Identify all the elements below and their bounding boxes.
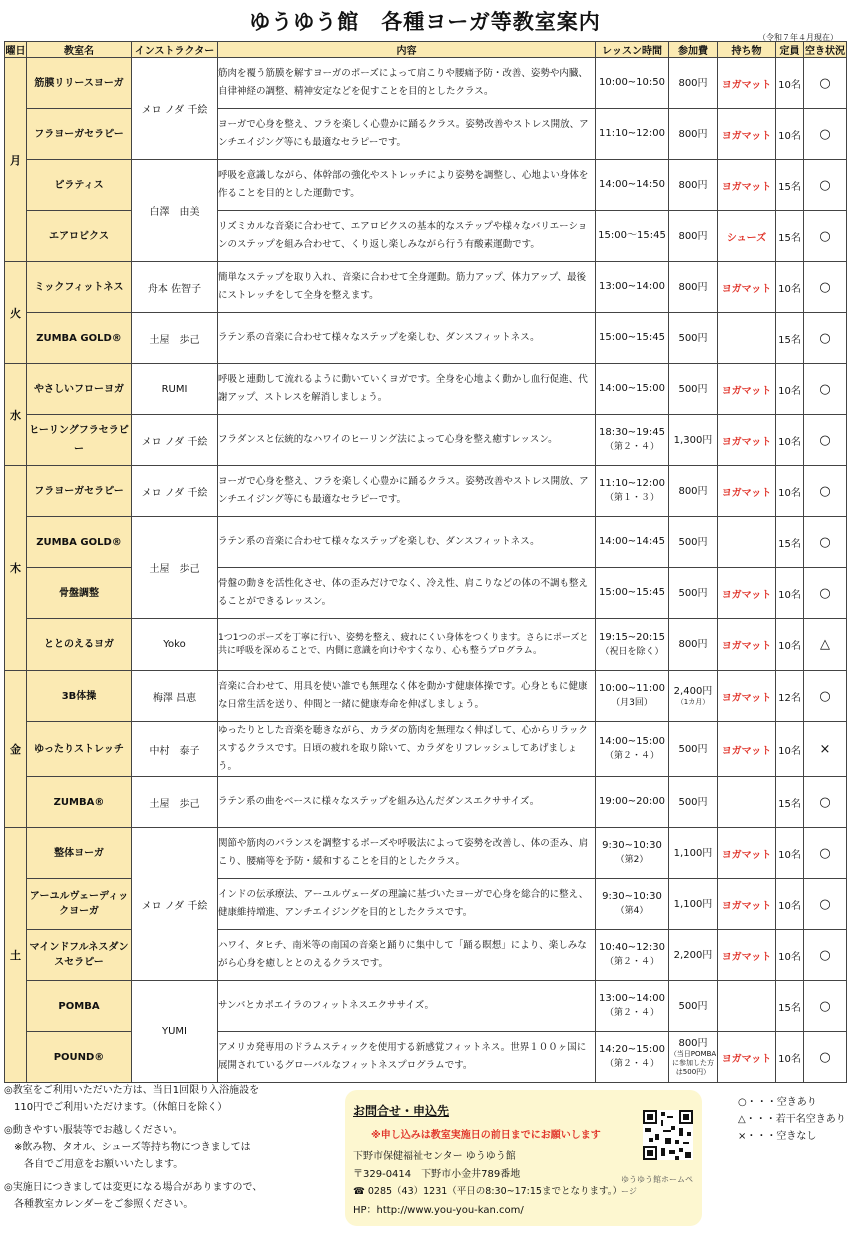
col-content: 内容 xyxy=(218,42,596,58)
note-line: ◎教室をご利用いただいた方は、当日1回限り入浴施設を xyxy=(4,1085,260,1096)
day-cell-wed: 水 xyxy=(5,364,27,466)
fee: 800円 xyxy=(669,58,718,109)
capacity: 15名 xyxy=(776,313,804,364)
class-name: ZUMBA® xyxy=(27,777,132,828)
class-description: ヨーガで心身を整え、フラを楽しく心豊かに踊るクラス。姿勢改善やストレス開放、アンチエイジング等にも最適なセラピーです。 xyxy=(218,109,596,160)
items-to-bring xyxy=(718,981,776,1032)
items-to-bring: シューズ xyxy=(718,211,776,262)
capacity: 15名 xyxy=(776,211,804,262)
class-name: 3B体操 xyxy=(27,671,132,722)
capacity: 10名 xyxy=(776,415,804,466)
table-row xyxy=(5,313,847,364)
legend-item: △・・・若干名空きあり xyxy=(738,1114,846,1125)
lesson-time: 13:00~14:00 xyxy=(596,262,669,313)
class-name: やさしいフローヨガ xyxy=(27,364,132,415)
col-class: 教室名 xyxy=(27,42,132,58)
items-to-bring: ヨガマット xyxy=(718,568,776,619)
capacity: 10名 xyxy=(776,262,804,313)
availability-status: ○ xyxy=(804,160,847,211)
table-row xyxy=(5,722,847,777)
qr-caption: ゆうゆう館ホームページ xyxy=(621,1175,693,1196)
contact-box xyxy=(345,1090,702,1226)
instructor: RUMI xyxy=(132,364,218,415)
instructor: 舟本 佐智子 xyxy=(132,262,218,313)
availability-status: ○ xyxy=(804,1032,847,1083)
capacity: 10名 xyxy=(776,364,804,415)
class-schedule-table xyxy=(4,41,847,1083)
capacity: 10名 xyxy=(776,722,804,777)
fee: 500円 xyxy=(669,313,718,364)
instructor: YUMI xyxy=(132,981,218,1083)
fee: 500円 xyxy=(669,517,718,568)
class-description: 筋肉を覆う筋膜を解すヨーガのポーズによって肩こりや腰痛予防・改善、姿勢や内臓、自律神経の調整、精神安定などを促すことを目的としたクラス。 xyxy=(218,58,596,109)
legend-item: ○・・・空きあり xyxy=(738,1097,817,1108)
col-time: レッスン時間 xyxy=(596,42,669,58)
note-line: 各自でご用意をお願いいたします。 xyxy=(4,1159,184,1170)
fee: 800円 （当日POMBAに参加した方は500円） xyxy=(669,1032,718,1083)
class-name: ピラティス xyxy=(27,160,132,211)
items-to-bring: ヨガマット xyxy=(718,1032,776,1083)
lesson-time: 11:10~12:00 （第１・３） xyxy=(596,466,669,517)
items-to-bring: ヨガマット xyxy=(718,722,776,777)
fee: 800円 xyxy=(669,262,718,313)
col-capacity: 定員 xyxy=(776,42,804,58)
table-row xyxy=(5,1032,847,1083)
items-to-bring: ヨガマット xyxy=(718,415,776,466)
items-to-bring: ヨガマット xyxy=(718,828,776,879)
class-name: ミックフィットネス xyxy=(27,262,132,313)
availability-legend xyxy=(738,1094,846,1145)
contact-warning: ※申し込みは教室実施日の前日までにお願いします xyxy=(371,1130,601,1141)
note-line: ◎動きやすい服装等でお越しください。 xyxy=(4,1125,183,1136)
table-row xyxy=(5,364,847,415)
class-name: 骨盤調整 xyxy=(27,568,132,619)
fee: 500円 xyxy=(669,777,718,828)
items-to-bring: ヨガマット xyxy=(718,619,776,671)
availability-status: ○ xyxy=(804,58,847,109)
class-description: ラテン系の音楽に合わせて様々なステップを楽しむ、ダンスフィットネス。 xyxy=(218,313,596,364)
table-row xyxy=(5,619,847,671)
availability-status: ○ xyxy=(804,109,847,160)
table-row xyxy=(5,828,847,879)
class-description: ゆったりとした音楽を聴きながら、カラダの筋肉を無理なく伸ばして、心からリラックスするクラスです。日頃の疲れを取り除いて、カラダをリフレッシュしてあげましょう。 xyxy=(218,722,596,777)
lesson-time: 15:00～15:45 xyxy=(596,211,669,262)
class-name: ととのえるヨガ xyxy=(27,619,132,671)
class-name: ZUMBA GOLD® xyxy=(27,517,132,568)
lesson-time: 15:00~15:45 xyxy=(596,313,669,364)
instructor: メロ ノダ 千絵 xyxy=(132,58,218,160)
instructor: 梅澤 昌恵 xyxy=(132,671,218,722)
table-row xyxy=(5,58,847,109)
fee: 500円 xyxy=(669,364,718,415)
table-row xyxy=(5,930,847,981)
capacity: 10名 xyxy=(776,619,804,671)
class-description: 関節や筋肉のバランスを調整するポーズや呼吸法によって姿勢を改善し、体の歪み、肩こり、腰痛等を予防・緩和することを目的としたクラス。 xyxy=(218,828,596,879)
lesson-time: 9:30~10:30 （第2） xyxy=(596,828,669,879)
availability-status: ○ xyxy=(804,828,847,879)
fee: 800円 xyxy=(669,466,718,517)
fee: 1,100円 xyxy=(669,828,718,879)
class-name: 筋膜リリースヨーガ xyxy=(27,58,132,109)
day-cell-tue: 火 xyxy=(5,262,27,364)
capacity: 15名 xyxy=(776,777,804,828)
class-description: フラダンスと伝統的なハワイのヒーリング法によって心身を整え癒すレッスン。 xyxy=(218,415,596,466)
instructor: Yoko xyxy=(132,619,218,671)
fee: 800円 xyxy=(669,211,718,262)
lesson-time: 18:30~19:45 （第２・４） xyxy=(596,415,669,466)
availability-status: ○ xyxy=(804,262,847,313)
items-to-bring: ヨガマット xyxy=(718,109,776,160)
class-name: フラヨーガセラピー xyxy=(27,109,132,160)
instructor: メロ ノダ 千絵 xyxy=(132,466,218,517)
availability-status: ○ xyxy=(804,517,847,568)
class-description: サンバとカポエイラのフィットネスエクササイズ。 xyxy=(218,981,596,1032)
capacity: 10名 xyxy=(776,879,804,930)
items-to-bring: ヨガマット xyxy=(718,671,776,722)
availability-status: ○ xyxy=(804,879,847,930)
day-cell-sat: 土 xyxy=(5,828,27,1083)
lesson-time: 14:00~15:00 （第２・４） xyxy=(596,722,669,777)
lesson-time: 19:15~20:15 （祝日を除く） xyxy=(596,619,669,671)
lesson-time: 11:10~12:00 xyxy=(596,109,669,160)
table-header-row xyxy=(5,42,847,58)
fee: 800円 xyxy=(669,619,718,671)
lesson-time: 14:20~15:00 （第２・４） xyxy=(596,1032,669,1083)
col-instructor: インストラクター xyxy=(132,42,218,58)
capacity: 10名 xyxy=(776,466,804,517)
table-row xyxy=(5,109,847,160)
table-row xyxy=(5,211,847,262)
lesson-time: 15:00~15:45 xyxy=(596,568,669,619)
fee: 800円 xyxy=(669,109,718,160)
day-cell-fri: 金 xyxy=(5,671,27,828)
usage-notes xyxy=(4,1082,324,1213)
availability-status: × xyxy=(804,722,847,777)
lesson-time: 14:00~14:50 xyxy=(596,160,669,211)
capacity: 10名 xyxy=(776,109,804,160)
items-to-bring xyxy=(718,517,776,568)
fee: 1,300円 xyxy=(669,415,718,466)
table-row xyxy=(5,262,847,313)
table-row xyxy=(5,415,847,466)
table-row xyxy=(5,568,847,619)
availability-status: ○ xyxy=(804,313,847,364)
instructor: 土屋 歩己 xyxy=(132,777,218,828)
items-to-bring: ヨガマット xyxy=(718,262,776,313)
capacity: 15名 xyxy=(776,517,804,568)
table-row xyxy=(5,517,847,568)
class-description: 呼吸と連動して流れるように動いていくヨガです。全身を心地よく動かし血行促進、代謝アップ、ストレスを解消しましょう。 xyxy=(218,364,596,415)
lesson-time: 19:00~20:00 xyxy=(596,777,669,828)
class-name: POMBA xyxy=(27,981,132,1032)
items-to-bring: ヨガマット xyxy=(718,160,776,211)
fee: 1,100円 xyxy=(669,879,718,930)
contact-address: 〒329-0414 下野市小金井789番地 xyxy=(353,1169,521,1180)
contact-organization: 下野市保健福祉センター ゆうゆう館 xyxy=(353,1151,516,1162)
table-row xyxy=(5,160,847,211)
class-description: リズミカルな音楽に合わせて、エアロビクスの基本的なステップや様々なバリエーションのステップを組み合わせて、くり返し楽しみながら行う有酸素運動です。 xyxy=(218,211,596,262)
items-to-bring xyxy=(718,777,776,828)
table-row xyxy=(5,981,847,1032)
capacity: 10名 xyxy=(776,930,804,981)
fee: 500円 xyxy=(669,722,718,777)
table-row xyxy=(5,777,847,828)
instructor: 白澤 由美 xyxy=(132,160,218,262)
lesson-time: 13:00~14:00 （第２・４） xyxy=(596,981,669,1032)
contact-phone: ☎ 0285（43）1231（平日の8:30~17:15までとなります。） xyxy=(353,1186,622,1197)
items-to-bring: ヨガマット xyxy=(718,466,776,517)
items-to-bring: ヨガマット xyxy=(718,879,776,930)
instructor: 土屋 歩己 xyxy=(132,313,218,364)
class-name: マインドフルネスダンスセラピー xyxy=(27,930,132,981)
capacity: 12名 xyxy=(776,671,804,722)
note-line: 110円でご利用いただけます。（休館日を除く） xyxy=(4,1102,228,1113)
table-row xyxy=(5,879,847,930)
fee: 500円 xyxy=(669,568,718,619)
note-line: 各種教室カレンダーをご参照ください。 xyxy=(4,1199,194,1210)
availability-status: ○ xyxy=(804,930,847,981)
class-name: ZUMBA GOLD® xyxy=(27,313,132,364)
class-name: 整体ヨーガ xyxy=(27,828,132,879)
items-to-bring: ヨガマット xyxy=(718,58,776,109)
lesson-time: 10:40~12:30 （第２・４） xyxy=(596,930,669,981)
class-description: 音楽に合わせて、用具を使い誰でも無理なく体を動かす健康体操です。心身ともに健康な日常生活を送り、仲間と一緒に健康寿命を伸ばしましょう。 xyxy=(218,671,596,722)
class-description: ヨーガで心身を整え、フラを楽しく心豊かに踊るクラス。姿勢改善やストレス開放、アンチエイジング等にも最適なセラピーです。 xyxy=(218,466,596,517)
availability-status: ○ xyxy=(804,568,847,619)
availability-status: ○ xyxy=(804,777,847,828)
class-name: ヒーリングフラセラピー xyxy=(27,415,132,466)
availability-status: ○ xyxy=(804,466,847,517)
class-description: ハワイ、タヒチ、南米等の南国の音楽と踊りに集中して「踊る瞑想」により、楽しみながら心身を癒しととのえるクラスです。 xyxy=(218,930,596,981)
fee: 800円 xyxy=(669,160,718,211)
col-bring: 持ち物 xyxy=(718,42,776,58)
availability-status: ○ xyxy=(804,364,847,415)
class-description: インドの伝承療法、アーユルヴェーダの理論に基づいたヨーガで心身を総合的に整え、健康維持増進、アンチエイジングを目的としたクラスです。 xyxy=(218,879,596,930)
contact-title: お問合せ・申込先 xyxy=(353,1104,450,1118)
class-name: POUND® xyxy=(27,1032,132,1083)
capacity: 10名 xyxy=(776,568,804,619)
fee: 2,400円 （1カ月） xyxy=(669,671,718,722)
class-description: 簡単なステップを取り入れ、音楽に合わせて全身運動。筋力アップ、体力アップ、最後にストレッチをして全身を整えます。 xyxy=(218,262,596,313)
lesson-time: 14:00~15:00 xyxy=(596,364,669,415)
class-description: 呼吸を意識しながら、体幹部の強化やストレッチにより姿勢を調整し、心地よい身体を作ることを目的とした運動です。 xyxy=(218,160,596,211)
availability-status: ○ xyxy=(804,211,847,262)
class-name: フラヨーガセラピー xyxy=(27,466,132,517)
class-description: ラテン系の音楽に合わせて様々なステップを楽しむ、ダンスフィットネス。 xyxy=(218,517,596,568)
fee: 2,200円 xyxy=(669,930,718,981)
contact-homepage-link[interactable]: HP：http://www.you-you-kan.com/ xyxy=(353,1205,524,1216)
class-description: アメリカ発専用のドラムスティックを使用する新感覚フィットネス。世界１００ヶ国に展開されているグローバルなフィットネスプログラムです。 xyxy=(218,1032,596,1083)
class-description: 1つ1つのポーズを丁寧に行い、姿勢を整え、疲れにくい身体をつくります。さらにポーズと共に呼吸を深めることで、内側に意識を向けやすくなり、心も整うプログラム。 xyxy=(218,619,596,671)
capacity: 15名 xyxy=(776,981,804,1032)
lesson-time: 9:30~10:30 （第4） xyxy=(596,879,669,930)
class-name: エアロビクス xyxy=(27,211,132,262)
instructor: 土屋 歩己 xyxy=(132,517,218,619)
instructor: メロ ノダ 千絵 xyxy=(132,415,218,466)
lesson-time: 10:00~10:50 xyxy=(596,58,669,109)
availability-status: △ xyxy=(804,619,847,671)
legend-item: ×・・・空きなし xyxy=(738,1131,817,1142)
note-line: ◎実施日につきましては変更になる場合がありますので、 xyxy=(4,1182,263,1193)
capacity: 10名 xyxy=(776,58,804,109)
class-description: ラテン系の曲をベースに様々なステップを組み込んだダンスエクササイズ。 xyxy=(218,777,596,828)
capacity: 10名 xyxy=(776,1032,804,1083)
availability-status: ○ xyxy=(804,415,847,466)
instructor: 中村 泰子 xyxy=(132,722,218,777)
note-line: ※飲み物、タオル、シューズ等持ち物につきましては xyxy=(4,1142,251,1153)
class-name: アーユルヴェーディックヨーガ xyxy=(27,879,132,930)
page-title: ゆうゆう館 各種ヨーガ等教室案内 xyxy=(249,10,601,34)
as-of-date: （令和７年４月現在） xyxy=(758,33,838,42)
instructor: メロ ノダ 千絵 xyxy=(132,828,218,981)
availability-status: ○ xyxy=(804,671,847,722)
items-to-bring xyxy=(718,313,776,364)
class-name: ゆったりストレッチ xyxy=(27,722,132,777)
qr-code-icon[interactable] xyxy=(643,1110,693,1160)
day-cell-mon: 月 xyxy=(5,58,27,262)
class-description: 骨盤の動きを活性化させ、体の歪みだけでなく、冷え性、肩こりなどの体の不調も整えることができるレッスン。 xyxy=(218,568,596,619)
items-to-bring: ヨガマット xyxy=(718,930,776,981)
col-availability: 空き状況 xyxy=(804,42,847,58)
items-to-bring: ヨガマット xyxy=(718,364,776,415)
table-row xyxy=(5,466,847,517)
availability-status: ○ xyxy=(804,981,847,1032)
col-fee: 参加費 xyxy=(669,42,718,58)
table-row xyxy=(5,671,847,722)
day-cell-thu: 木 xyxy=(5,466,27,671)
capacity: 10名 xyxy=(776,828,804,879)
lesson-time: 14:00~14:45 xyxy=(596,517,669,568)
lesson-time: 10:00~11:00 （月3回） xyxy=(596,671,669,722)
capacity: 15名 xyxy=(776,160,804,211)
col-day: 曜日 xyxy=(5,42,27,58)
fee: 500円 xyxy=(669,981,718,1032)
